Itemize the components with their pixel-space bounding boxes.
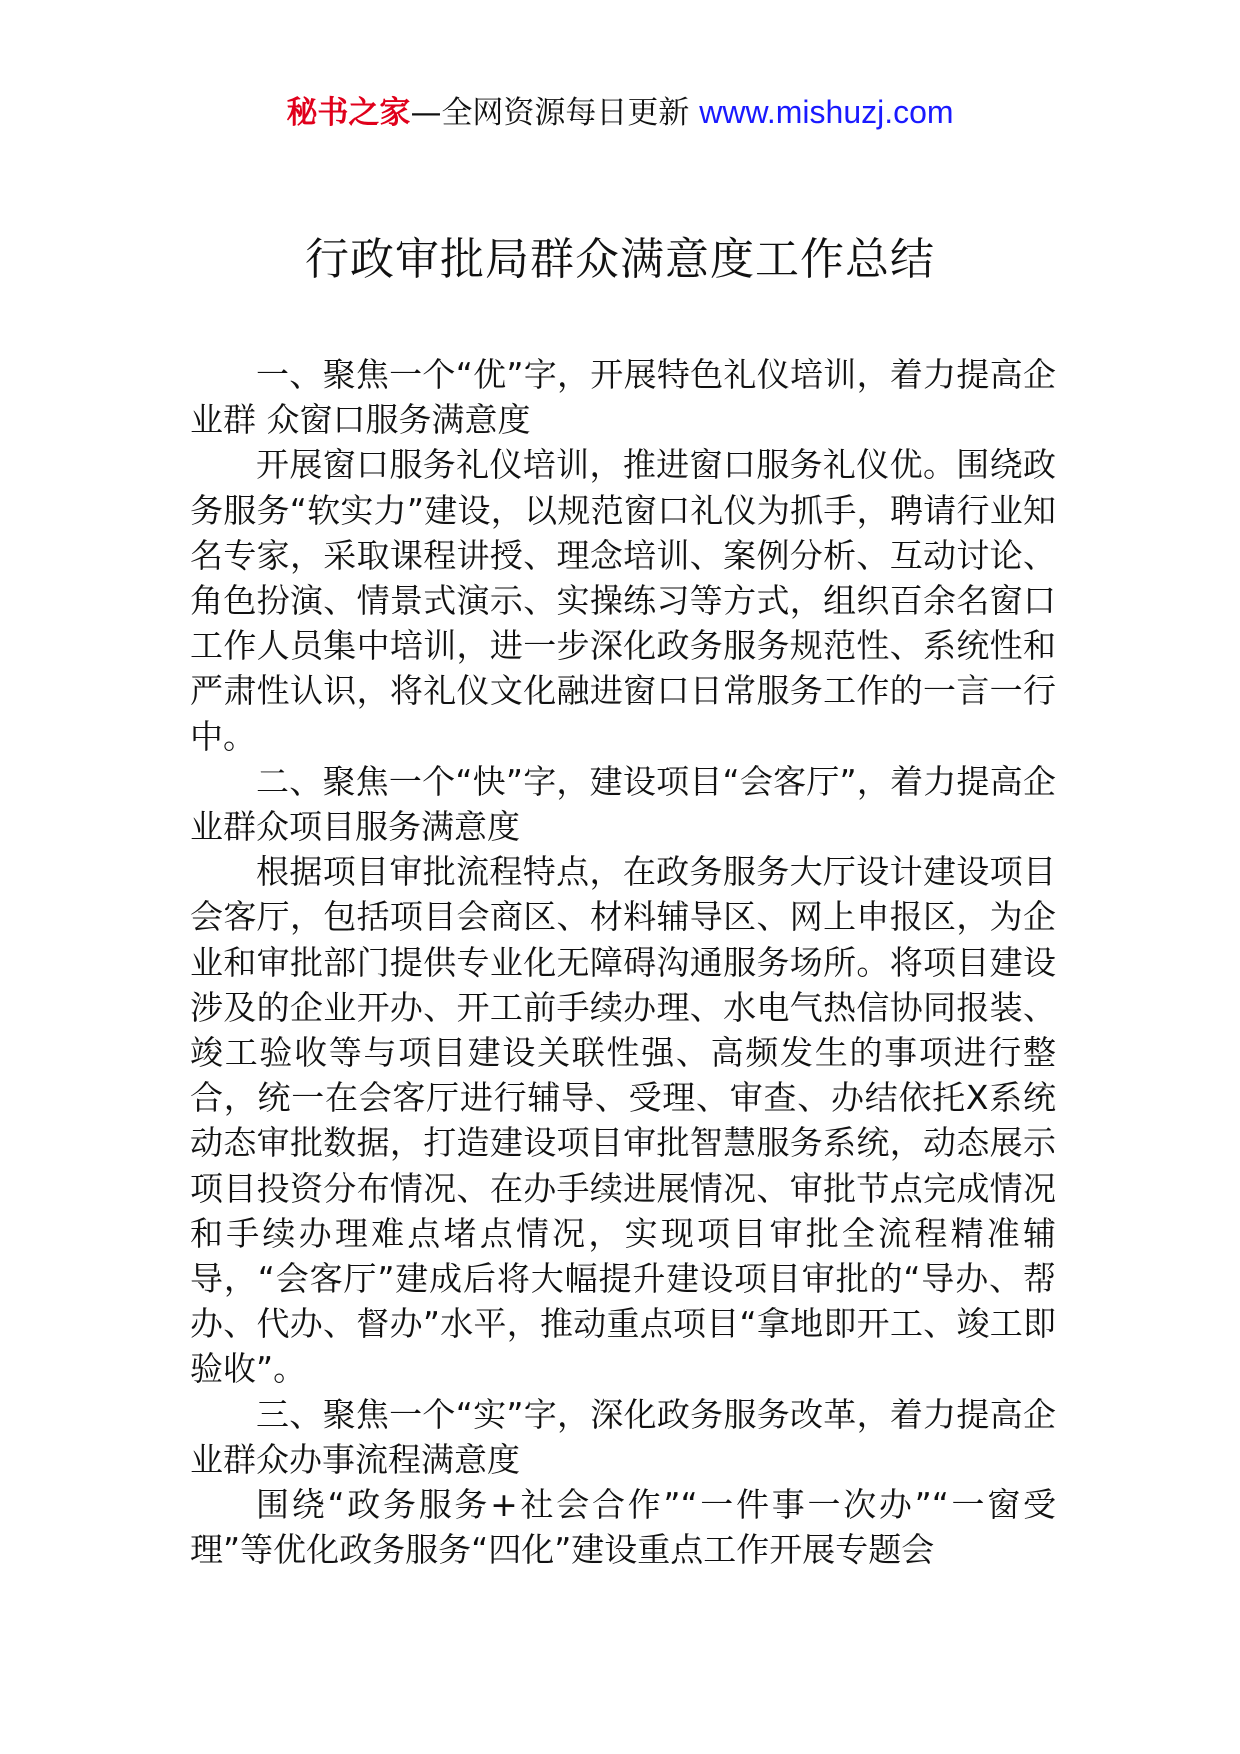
page-header [0,92,1240,133]
header-tagline: —全网资源每日更新 [410,95,700,131]
document-body [190,352,1056,1572]
website-link[interactable]: www.mishuzj.com [699,94,954,130]
body-paragraph-1: 开展窗口服务礼仪培训，推进窗口服务礼仪优。围绕政务服务“软实力”建设，以规范窗口礼仪为抓手，聘请行业知名专家，采取课程讲授、理念培训、案例分析、互动讨论、角色扮演、情景式演示、实操练习等方式，组织百余名窗口工作人员集中培训，进一步深化政务服务规范性、系统性和严肃性认识，将礼仪文化融进窗口日常服务工作的一言一行中。 [190,445,1056,756]
section-heading-3: 三、聚焦一个“实”字，深化政务服务改革，着力提高企业群众办事流程满意度 [190,1394,1056,1479]
document-title: 行政审批局群众满意度工作总结 [305,234,935,285]
brand-name: 秘书之家 [286,95,411,131]
section-heading-2: 二、聚焦一个“快”字，建设项目“会客厅”，着力提高企业群众项目服务满意度 [190,761,1056,847]
body-paragraph-2: 根据项目审批流程特点，在政务服务大厅设计建设项目会客厅，包括项目会商区、材料辅导区、网上申报区，为企业和审批部门提供专业化无障碍沟通服务场所。将项目建设涉及的企业开办、开工前手续办理、水电气热信协同报装、竣工验收等与项目建设关联性强、高频发生的事项进行整合，统一在会客厅进行辅导、受理、审查、办结依托X系统动态审批数据，打造建设项目审批智慧服务系统，动态展示项目投资分布情况、在办手续进展情况、审批节点完成情况和手续办理难点堵点情况，实现项目审批全流程精准辅导，“会客厅”建成后将大幅提升建设项目审批的“导办、帮办、代办、督办”水平，推动重点项目“拿地即开工、竣工即验收”。 [190,852,1056,1389]
section-heading-1: 一、聚焦一个“优”字，开展特色礼仪培训，着力提高企业群 众窗口服务满意度 [190,355,1056,440]
body-paragraph-3: 围绕“政务服务+社会合作”“一件事一次办”“一窗受理”等优化政务服务“四化”建设重点工作开展专题会 [190,1485,1056,1570]
